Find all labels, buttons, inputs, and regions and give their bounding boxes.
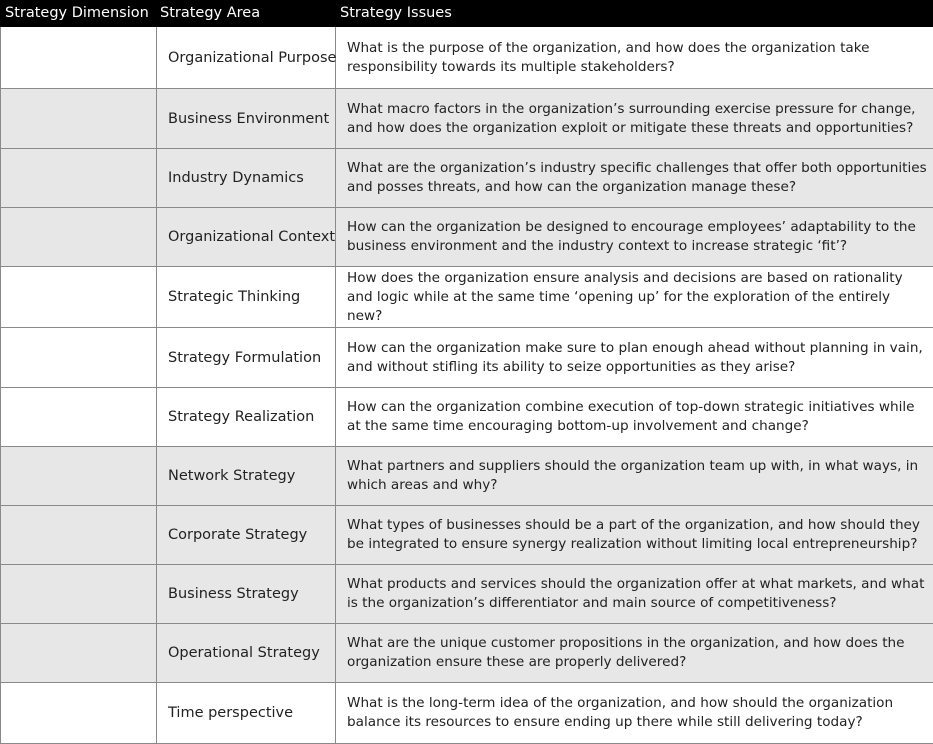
- issue-cell: What partners and suppliers should the organization team up with, in what ways, in which areas and why?: [347, 458, 919, 493]
- issue-cell: How does the organization ensure analysis and decisions are based on rationality and logic while at the same time ‘opening up’ for the exploration of the entirely new?: [347, 269, 903, 324]
- area-cell: Strategy Formulation: [156, 328, 336, 387]
- area-cell: Business Strategy: [156, 565, 336, 623]
- table-left-border: [0, 27, 1, 744]
- issue-cell: What are the organization’s industry specific challenges that offer both opportunities and posses threats, and how can the organization manage these?: [347, 160, 927, 195]
- dimension-band-accountabilities: [0, 27, 933, 89]
- table-row: [0, 267, 933, 327]
- table-row: [0, 564, 933, 623]
- issue-cell: What is the long-term idea of the organization, and how should the organization balance its resources to ensure ending up there while still delivering today?: [347, 695, 894, 730]
- header-dimension: Strategy Dimension: [5, 5, 149, 21]
- header-area: Strategy Area: [160, 5, 261, 21]
- issue-cell: What are the unique customer propositions in the organization, and how does the organization ensure these are properly delivered?: [347, 635, 905, 670]
- issue-cell: How can the organization combine execution of top-down strategic initiatives while at the same time encouraging bottom-up involvement and change?: [347, 399, 915, 434]
- dimension-band-arenas: [0, 89, 933, 149]
- table-row: [0, 149, 933, 207]
- area-cell: Operational Strategy: [156, 624, 336, 682]
- dimension-band-aims: [0, 683, 933, 744]
- issue-cell: What products and services should the organization offer at what markets, and what is the organization’s differentiator and main source of competitiveness?: [347, 576, 925, 611]
- area-cell: Industry Dynamics: [156, 149, 336, 207]
- area-cell: Corporate Strategy: [156, 506, 336, 564]
- table-row: [0, 207, 933, 266]
- dimension-band-actions: [0, 267, 933, 447]
- area-cell: Business Environment: [156, 89, 336, 148]
- issue-cell: How can the organization make sure to plan enough ahead without planning in vain, and without stifling its ability to seize opportunities as they arise?: [347, 339, 923, 375]
- area-cell: Strategic Thinking: [156, 267, 336, 327]
- dimension-band-unlabeled: [0, 149, 933, 267]
- table-row: [0, 89, 933, 148]
- area-cell: Organizational Purpose: [156, 27, 336, 88]
- issue-cell: What types of businesses should be a part of the organization, and how should they be integrated to ensure synergy realization without limiting local entrepreneurship?: [347, 517, 920, 552]
- dimension-band-affairs: [0, 447, 933, 683]
- table-row: [0, 27, 933, 88]
- table-row: [0, 623, 933, 682]
- table-row: [0, 683, 933, 743]
- area-cell: Strategy Realization: [156, 388, 336, 446]
- header-issues: Strategy Issues: [340, 5, 452, 21]
- table-row: [0, 505, 933, 564]
- area-cell: Network Strategy: [156, 447, 336, 505]
- issue-cell: What is the purpose of the organization, and how does the organization take responsibility towards its multiple stakeholders?: [347, 39, 870, 75]
- area-cell: Time perspective: [156, 683, 336, 743]
- issue-cell: How can the organization be designed to encourage employees’ adaptability to the business environment and the industry context to increase strategic ‘fit’?: [347, 219, 916, 254]
- table-row: [0, 447, 933, 505]
- issue-cell: What macro factors in the organization’s surrounding exercise pressure for change, and how does the organization exploit or mitigate these threats and opportunities?: [347, 100, 916, 136]
- table-row: [0, 387, 933, 446]
- table-header: [0, 0, 933, 27]
- table-row: [0, 327, 933, 387]
- area-cell: Organizational Context: [156, 208, 336, 266]
